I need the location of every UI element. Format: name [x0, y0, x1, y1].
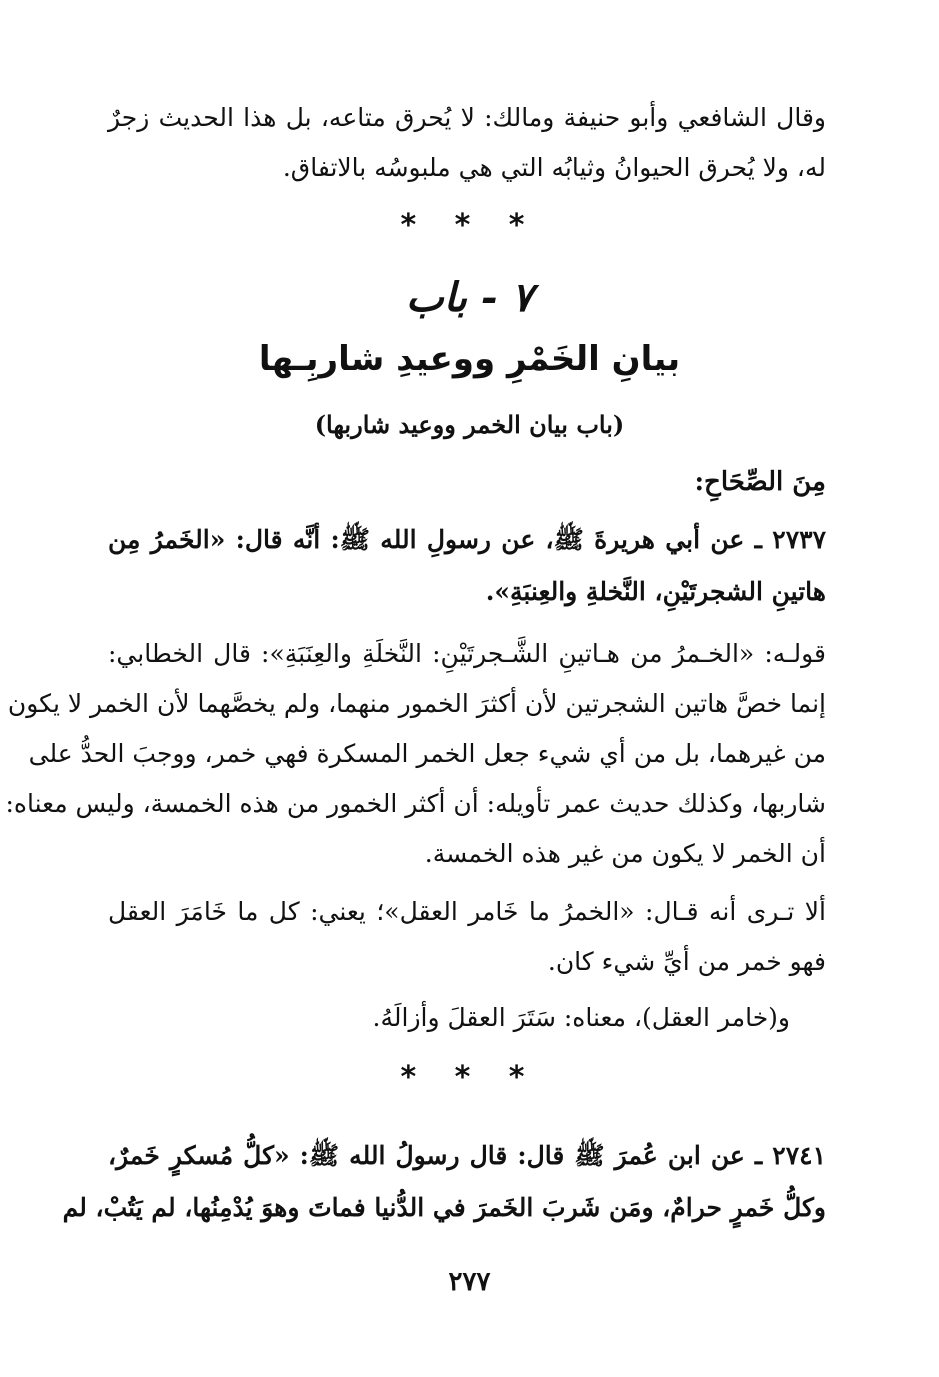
chapter-subtitle: (باب بيان الخمر ووعيد شاربها) — [314, 410, 625, 439]
hadith-2741-line-2: وكلُّ خَمرٍ حرامٌ، ومَن شَربَ الخَمرَ في الدُّنيا فماتَ وهوَ يُدْمِنُها، لم يَتُبْ، لم — [62, 1193, 826, 1222]
commentary-2-line-1: ألا تـرى أنه قـال: «الخمرُ ما خَامر العقل»؛ يعني: كل ما خَامَرَ العقل — [108, 897, 826, 926]
hadith-2737-line-1: ٢٧٣٧ ـ عن أبي هريرةَ ﷺ، عن رسولِ الله ﷺ: أنَّه قال: «الخَمرُ مِن — [108, 525, 826, 554]
commentary-1-line-1: قولـه: «الخـمرُ من هـاتينِ الشَّـجرتَيْنِ: النَّخلَةِ والعِنَبَةِ»: قال الخطابي: — [108, 639, 826, 668]
hadith-2737-line-2: هاتينِ الشجرتَيْنِ، النَّخلةِ والعِنبَةِ». — [485, 577, 826, 606]
section-separator-1: * * * — [400, 208, 539, 243]
chapter-number: ٧ - باب — [406, 274, 533, 321]
commentary-1-line-2: إنما خصَّ هاتين الشجرتين لأن أكثرَ الخمور منهما، ولم يخصَّهما لأن الخمر لا يكون — [7, 689, 826, 718]
commentary-1-line-5: أن الخمر لا يكون من غير هذه الخمسة. — [424, 839, 826, 868]
section-separator-2: * * * — [400, 1060, 539, 1095]
top-paragraph-line-1: وقال الشافعي وأبو حنيفة ومالك: لا يُحرق متاعه، بل هذا الحديث زجرٌ — [108, 103, 826, 132]
commentary-2-line-2: فهو خمر من أيِّ شيء كان. — [547, 947, 826, 976]
commentary-1-line-4: شاربها، وكذلك حديث عمر تأويله: أن أكثر الخمور من هذه الخمسة، وليس معناه: — [5, 789, 826, 818]
commentary-1-line-3: من غيرهما، بل من أي شيء جعل الخمر المسكرة فهي خمر، ووجبَ الحدُّ على — [28, 739, 826, 768]
chapter-title: بيانِ الخَمْرِ ووعيدِ شاربِـها — [258, 339, 681, 379]
hadith-2741-line-1: ٢٧٤١ ـ عن ابن عُمرَ ﷺ قال: قال رسولُ الله ﷺ: «كلُّ مُسكرٍ خَمرٌ، — [108, 1141, 826, 1170]
commentary-3: و(خامر العقل)، معناه: سَتَرَ العقلَ وأزالَهُ. — [372, 1003, 790, 1032]
top-paragraph-line-2: له، ولا يُحرق الحيوانُ وثيابُه التي هي ملبوسُه بالاتفاق. — [282, 153, 826, 182]
page-number: ٢٧٧ — [448, 1267, 491, 1297]
section-label: مِنَ الصِّحَاحِ: — [694, 467, 826, 497]
